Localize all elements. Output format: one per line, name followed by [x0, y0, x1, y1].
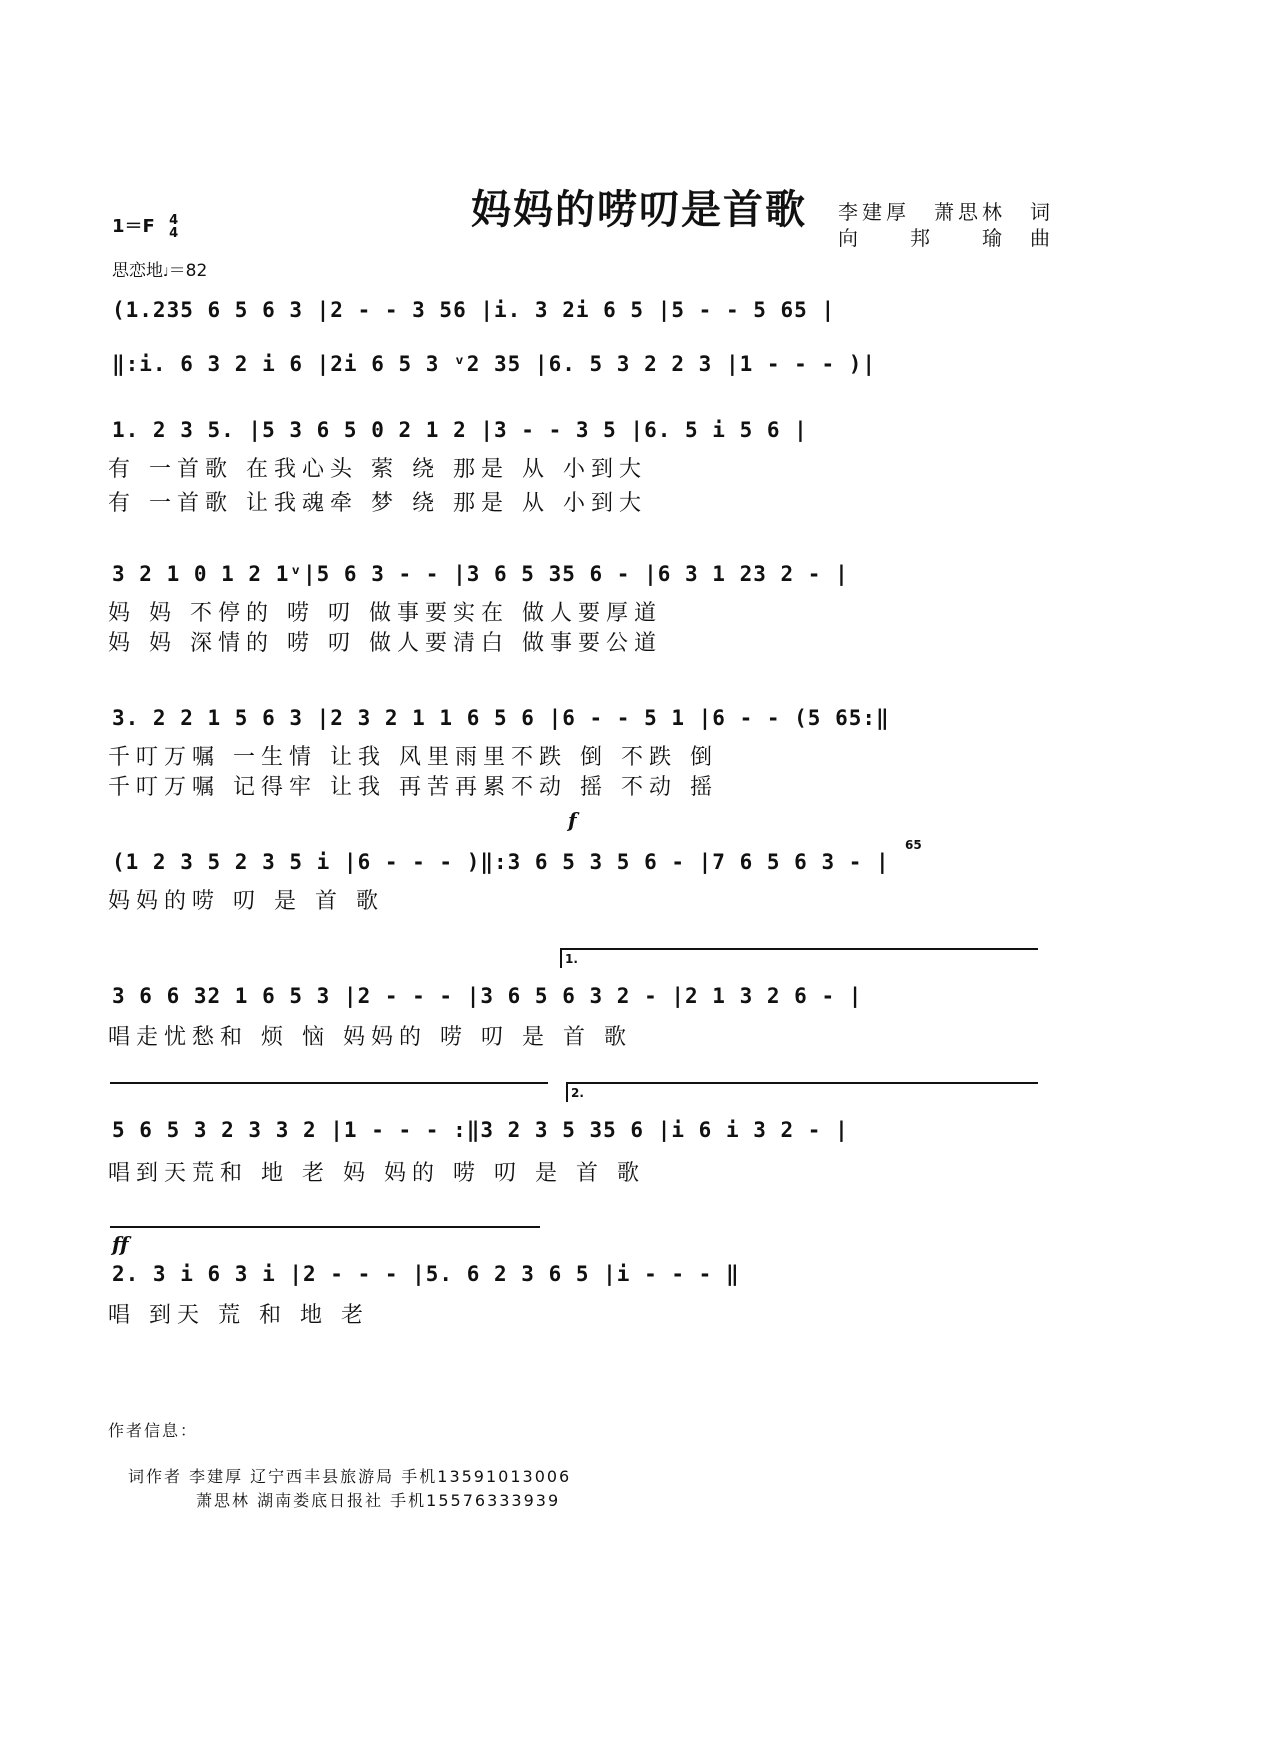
key-signature [112, 212, 178, 240]
system-4-lyrics-verse-1: 妈 妈 不停的 唠 叨 做事要实在 做人要厚道 [108, 601, 662, 626]
time-top: 4 [169, 213, 179, 228]
system-8-notes: 5 6 5 3 2 3 3 2 |1 - - - :‖3 2 3 5 35 6 |i 6 i 3 2 - | [112, 1118, 849, 1142]
quarter-note-icon: ♩ [163, 265, 169, 279]
tempo-text: 思恋地 [112, 261, 163, 281]
composer-credit: 向 邦 瑜 曲 [838, 226, 1054, 250]
page-title: 妈妈的唠叨是首歌 [471, 187, 807, 233]
system-4-notes: 3 2 1 0 1 2 1ᵛ|5 6 3 - - |3 6 5 35 6 - |6 3 1 23 2 - | [112, 562, 849, 586]
second-ending-label: 2. [571, 1086, 584, 1100]
system-9-notes: 2. 3 i 6 3 i |2 - - - |5. 6 2 3 6 5 |i - - - ‖ [112, 1262, 740, 1286]
system-5-notes: 3. 2 2 1 5 6 3 |2 3 2 1 1 6 5 6 |6 - - 5 1 |6 - - (5 65:‖ [112, 706, 890, 730]
system-6-lyrics: 妈妈的唠 叨 是 首 歌 [108, 889, 384, 914]
system-8-lyrics: 唱到天荒和 地 老 妈 妈的 唠 叨 是 首 歌 [108, 1161, 645, 1186]
time-bottom: 4 [169, 226, 179, 241]
first-ending-continuation [110, 1082, 548, 1102]
system-5-lyrics-verse-2: 千叮万嘱 记得牢 让我 再苦再累不动 摇 不动 摇 [108, 775, 718, 800]
grace-notes: 65 [905, 838, 922, 852]
dynamic-forte: f [568, 808, 577, 832]
system-7-notes: 3 6 6 32 1 6 5 3 |2 - - - |3 6 5 6 3 2 - |2 1 3 2 6 - | [112, 984, 863, 1008]
time-signature [169, 214, 178, 240]
system-6-notes: (1 2 3 5 2 3 5 i |6 - - - )‖:3 6 5 3 5 6 - |7 6 5 6 3 - | [112, 850, 890, 874]
first-ending-bracket [560, 948, 1038, 968]
author-info-line-2: 萧思林 湖南娄底日报社 手机15576333939 [196, 1491, 561, 1510]
lyricist-credit: 李建厚 萧思林 词 [838, 200, 1054, 224]
author-info-label: 作者信息： [108, 1421, 199, 1440]
dynamic-fortissimo: ff [112, 1232, 129, 1256]
system-9-lyrics: 唱 到天 荒 和 地 老 [108, 1303, 369, 1328]
tempo-value: ＝82 [168, 261, 208, 281]
system-7-lyrics: 唱走忧愁和 烦 恼 妈妈的 唠 叨 是 首 歌 [108, 1025, 632, 1050]
system-3-lyrics-verse-1: 有 一首歌 在我心头 萦 绕 那是 从 小到大 [108, 457, 647, 482]
author-info-line-1: 词作者 李建厚 辽宁西丰县旅游局 手机13591013006 [128, 1467, 572, 1486]
tempo-marking [112, 256, 207, 281]
second-ending-bracket [566, 1082, 1038, 1102]
system-4-lyrics-verse-2: 妈 妈 深情的 唠 叨 做人要清白 做事要公道 [108, 631, 662, 656]
first-ending-label: 1. [565, 952, 578, 966]
second-ending-continuation [110, 1226, 540, 1246]
system-3-lyrics-verse-2: 有 一首歌 让我魂牵 梦 绕 那是 从 小到大 [108, 491, 647, 516]
system-3-notes: 1. 2 3 5. |5 3 6 5 0 2 1 2 |3 - - 3 5 |6. 5 i 5 6 | [112, 418, 808, 442]
system-1-notes: (1.235 6 5 6 3 |2 - - 3 56 |i. 3 2i 6 5 |5 - - 5 65 | [112, 298, 836, 322]
system-5-lyrics-verse-1: 千叮万嘱 一生情 让我 风里雨里不跌 倒 不跌 倒 [108, 745, 718, 770]
key-label: 1＝F [112, 216, 155, 237]
system-2-notes: ‖:i. 6 3 2 i 6 |2i 6 5 3 ᵛ2 35 |6. 5 3 2 2 3 |1 - - - )| [112, 352, 877, 376]
